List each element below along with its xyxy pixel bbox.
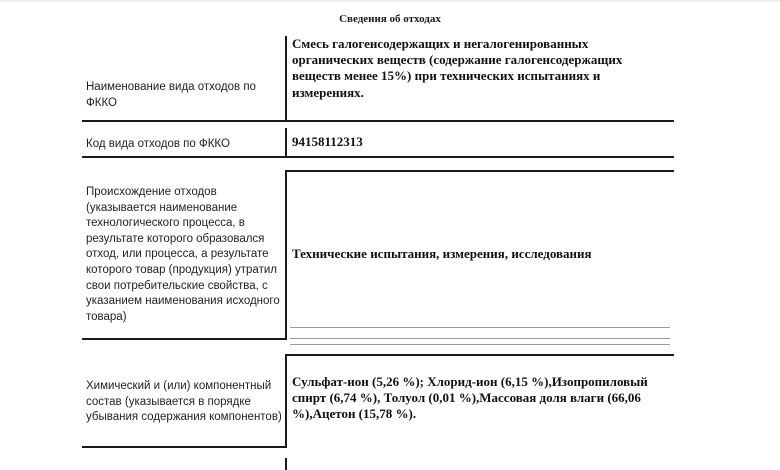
row-border [285, 170, 674, 172]
document-title: Сведения об отходах [339, 13, 441, 25]
row-border [82, 446, 287, 448]
row-border [82, 338, 287, 340]
row-label-composition: Химический и (или) компонентный состав (указывается в порядке убывания содержания компонентов) [86, 380, 282, 424]
scan-noise-line [290, 344, 670, 345]
row-value-waste-name: Смесь галогенсодержащих и негалогенированных органических веществ (содержание галогенсодержащих веществ менее 15%) при технических испытаниях и измерениях. [292, 36, 623, 100]
row-value-composition: Сульфат-ион (5,26 %); Хлорид-ион (6,15 %),Изопропиловый спирт (6,74 %), Толуол (0,01 %),Массовая доля влаги (66,06 %),Ацетон (15,78 %). [292, 374, 648, 422]
row-label-waste-code: Код вида отходов по ФККО [86, 138, 230, 150]
row-border [82, 156, 674, 158]
row-value-waste-code: 94158112313 [292, 134, 363, 149]
row-label-waste-name: Наименование вида отходов по ФККО [86, 81, 256, 109]
scan-noise-line [290, 327, 670, 328]
row-value-waste-origin: Технические испытания, измерения, исследования [292, 246, 592, 261]
row-border [82, 120, 674, 122]
scan-edge [0, 0, 780, 3]
row-border [285, 354, 674, 356]
row-label-waste-origin: Происхождение отходов (указывается наименование технологического процесса, в результате которого образовался отход, или процесса, а результате которого товар (продукция) утратил свои потребительские свойства, с указанием наименования исходного товара) [86, 186, 280, 323]
column-divider [285, 458, 287, 470]
scan-noise-line [290, 338, 670, 339]
